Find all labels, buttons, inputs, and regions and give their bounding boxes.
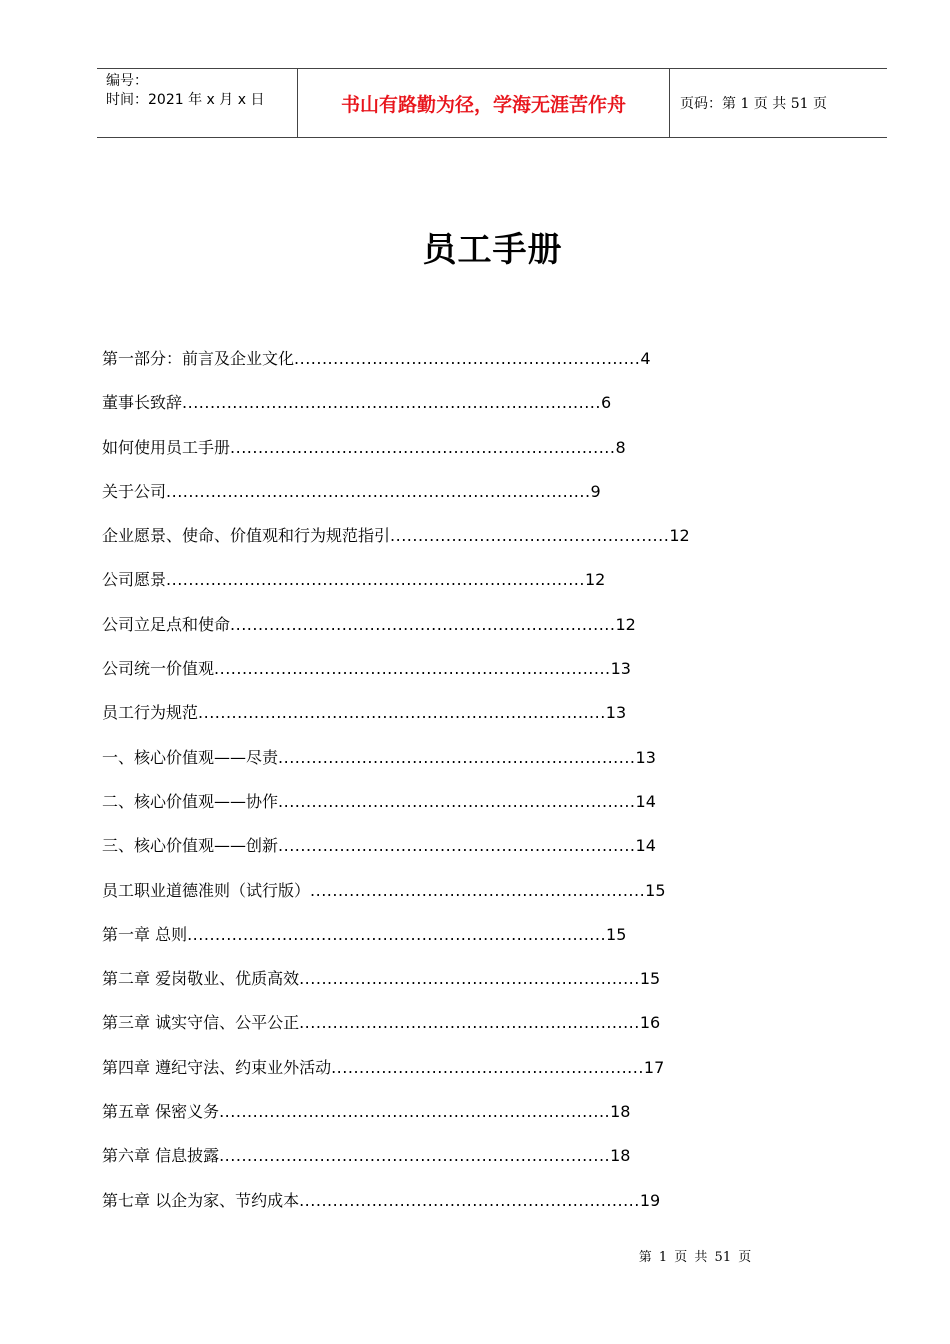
toc-entry-label: 第七章 以企为家、节约成本 <box>102 1190 300 1210</box>
toc-entry[interactable] <box>102 480 690 524</box>
toc-leader-dots: ................................................................ <box>278 836 636 856</box>
toc-entry-label: 公司立足点和使命 <box>102 614 231 634</box>
toc-entry[interactable] <box>102 391 690 435</box>
toc-entry-label: 第一部分：前言及企业文化 <box>102 349 295 368</box>
toc-leader-dots: ........................................................................... <box>182 393 601 413</box>
toc-entry-page: 15 <box>645 880 666 900</box>
header-motto: 书山有路勤为径，学海无涯苦作舟 <box>298 69 670 137</box>
toc-entry-page: 8 <box>615 437 626 457</box>
toc-entry-label: 公司愿景 <box>102 570 167 590</box>
toc-entry-label: 第六章 信息披露 <box>102 1146 220 1166</box>
header-page-info: 页码：第 1 页 共 51 页 <box>680 96 827 112</box>
toc-entry-label: 公司统一价值观 <box>102 659 215 679</box>
toc-entry[interactable] <box>102 1056 690 1100</box>
toc-entry-label: 员工职业道德准则（试行版） <box>102 880 311 900</box>
header-meta <box>97 69 298 137</box>
document-number-label: 编号： <box>106 73 148 89</box>
toc-entry-page: 13 <box>610 659 631 679</box>
toc-entry[interactable] <box>102 1100 690 1144</box>
toc-entry-label: 董事长致辞 <box>102 393 183 413</box>
toc-entry-page: 6 <box>600 393 612 413</box>
toc-entry-page: 17 <box>643 1057 665 1077</box>
toc-entry[interactable] <box>102 1189 690 1233</box>
toc-leader-dots: ............................................................................ <box>166 481 591 501</box>
toc-entry-label: 第一章 总则 <box>102 924 188 944</box>
toc-entry-page: 9 <box>590 481 601 501</box>
toc-entry[interactable] <box>102 746 690 790</box>
toc-entry[interactable] <box>102 790 690 834</box>
toc-leader-dots: ........................................................ <box>331 1057 644 1077</box>
toc-entry-label: 二、核心价值观——协作 <box>102 791 279 811</box>
toc-entry-page: 14 <box>635 791 656 811</box>
toc-leader-dots: ................................................................ <box>278 747 636 767</box>
toc-leader-dots: ............................................................. <box>299 1013 640 1033</box>
toc-entry-label: 三、核心价值观——创新 <box>102 836 279 856</box>
toc-entry[interactable] <box>102 701 690 745</box>
toc-entry-page: 16 <box>639 1013 661 1033</box>
toc-entry-page: 15 <box>639 969 661 989</box>
toc-entry[interactable] <box>102 568 690 612</box>
toc-entry-label: 关于公司 <box>102 481 167 501</box>
toc-entry-page: 14 <box>635 836 656 856</box>
toc-leader-dots: ...................................................................... <box>219 1102 611 1122</box>
document-time-label: 时间：2021 年 x 月 x 日 <box>106 92 265 108</box>
toc-leader-dots: .............................................................. <box>294 349 641 368</box>
toc-entry-page: 12 <box>584 570 606 590</box>
toc-entry[interactable] <box>102 347 690 391</box>
toc-entry[interactable] <box>102 524 690 568</box>
toc-entry-label: 第四章 遵纪守法、约束业外活动 <box>102 1057 332 1077</box>
toc-entry[interactable] <box>102 834 690 878</box>
toc-entry-page: 12 <box>615 614 636 634</box>
toc-entry[interactable] <box>102 879 690 923</box>
toc-leader-dots: ..................................................................... <box>230 614 616 634</box>
toc-entry-label: 第五章 保密义务 <box>102 1102 220 1122</box>
toc-entry[interactable] <box>102 657 690 701</box>
toc-entry[interactable] <box>102 613 690 657</box>
page-header <box>97 68 887 138</box>
toc-entry-page: 13 <box>605 703 627 723</box>
toc-leader-dots: .................................................. <box>390 526 670 546</box>
toc-leader-dots: ........................................................................... <box>166 570 585 590</box>
toc-leader-dots: ................................................................ <box>278 791 636 811</box>
toc-entry-page: 18 <box>610 1102 631 1122</box>
document-title: 员工手册 <box>422 230 563 270</box>
toc-entry[interactable] <box>102 1011 690 1055</box>
toc-leader-dots: ......................................................................... <box>198 703 606 723</box>
toc-entry-label: 员工行为规范 <box>102 703 199 723</box>
toc-entry-page: 13 <box>635 747 656 767</box>
toc-leader-dots: ........................................................................... <box>187 924 607 944</box>
toc-entry-page: 18 <box>610 1146 631 1166</box>
toc-entry[interactable] <box>102 967 690 1011</box>
page-footer: 第 1 页 共 51 页 <box>638 1250 752 1265</box>
toc-leader-dots: ............................................................. <box>299 1190 640 1210</box>
toc-entry-label: 第二章 爱岗敬业、优质高效 <box>102 969 300 989</box>
toc-leader-dots: ............................................................ <box>310 880 646 900</box>
toc-entry-page: 12 <box>669 526 690 546</box>
toc-entry-page: 19 <box>639 1190 661 1210</box>
toc-leader-dots: ..................................................................... <box>230 437 616 457</box>
toc-leader-dots: ...................................................................... <box>219 1146 611 1166</box>
toc-entry[interactable] <box>102 1144 690 1188</box>
toc-entry-label: 第三章 诚实守信、公平公正 <box>102 1013 300 1033</box>
toc-leader-dots: ....................................................................... <box>214 659 611 679</box>
toc-entry[interactable] <box>102 436 690 480</box>
toc-entry-page: 15 <box>606 924 627 944</box>
toc-entry-label: 如何使用员工手册 <box>102 437 231 457</box>
toc-entry-label: 企业愿景、使命、价值观和行为规范指引 <box>102 526 391 546</box>
toc-entry-page: 4 <box>640 349 651 368</box>
toc-entry[interactable] <box>102 923 690 967</box>
table-of-contents <box>102 347 690 1233</box>
toc-leader-dots: ............................................................. <box>299 969 640 989</box>
toc-entry-label: 一、核心价值观——尽责 <box>102 747 279 767</box>
